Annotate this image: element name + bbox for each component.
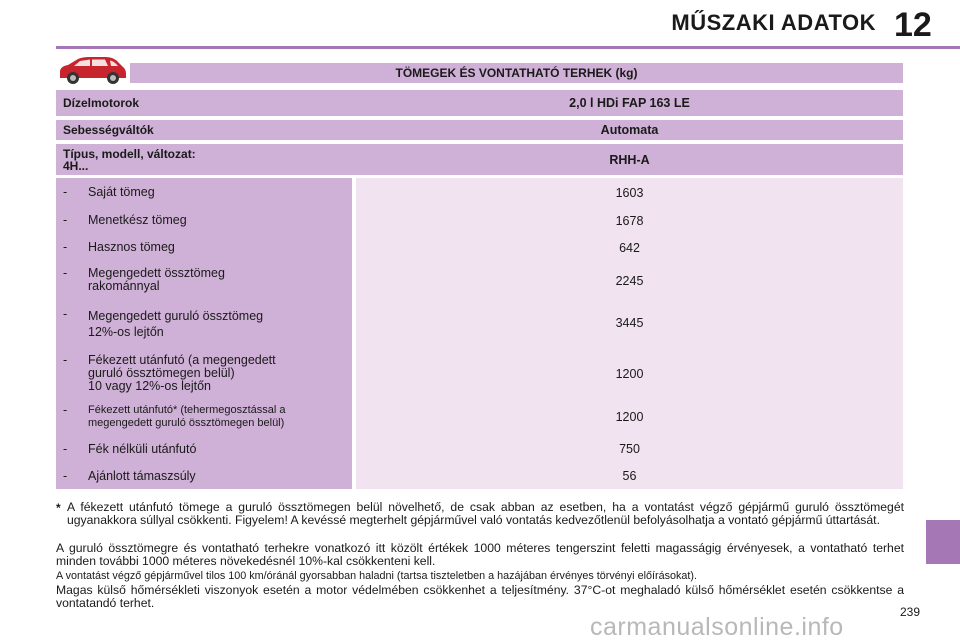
item-value: 1678 — [615, 214, 644, 228]
type-value: RHH-A — [356, 144, 903, 175]
footnote-4: Magas külső hőmérsékleti viszonyok esetén a motor védelmében csökkenhet a teljesítmény. 37°C-ot meghaladó külső hőmérséklet esetén csökkentse a vontatandó terhet. — [56, 583, 904, 610]
item-label: Fékezett utánfutó* (tehermegosztással a megengedett guruló össztömegen belül) — [88, 404, 286, 429]
footnote-asterisk: * — [56, 501, 61, 515]
type-label-line1: Típus, modell, változat: — [63, 146, 196, 161]
page-number: 239 — [900, 605, 921, 619]
item-label: Fékezett utánfutó (a megengedett guruló össztömegen belül) 10 vagy 12%-os lejtőn — [88, 353, 276, 393]
engine-label: Dízelmotorok — [56, 90, 359, 116]
header-divider — [56, 46, 960, 49]
car-icon — [56, 54, 128, 86]
chapter-side-tab — [926, 520, 960, 564]
item-value: 2245 — [615, 274, 644, 288]
table-row-gearbox — [56, 120, 903, 140]
item-label: Ajánlott támaszsúly — [88, 469, 196, 483]
gearbox-value: Automata — [356, 120, 903, 140]
item-value: 56 — [622, 469, 637, 483]
mass-data-block: - Saját tömeg 1603 - Menetkész tömeg 1678 - Hasznos tömeg 642 - Megengedett össztömeg rakománnyal 2245 - Megengedett guruló össztömeg 12%-os lejtőn 3445 - Fékezett utánfutó (a megengedett guruló össztömegen belül) 10 vagy 12%-os lejtőn 1200 - Fékezett utánfutó* (tehermegosztással a megengedett guruló össztömegen belül) 1200 - Fék nélküli utánfutó 750 - Ajánlott támaszsúly 56 — [56, 178, 903, 489]
gearbox-label: Sebességváltók — [56, 120, 359, 140]
watermark: carmanualsonline.info — [590, 613, 844, 641]
item-value: 1200 — [615, 410, 644, 424]
item-label: Hasznos tömeg — [88, 240, 175, 254]
footnote-3: A vontatást végző gépjárművel tilos 100 km/óránál gyorsabban haladni (tartsa tiszteletben a hazájában érvényes törvényi előírásokat). — [56, 570, 697, 582]
engine-value: 2,0 l HDi FAP 163 LE — [356, 90, 903, 116]
item-value: 750 — [619, 442, 640, 456]
item-value: 1603 — [615, 186, 644, 200]
footnote-2: A guruló össztömegre és vontatható terhekre vonatkozó itt közölt értékek 1000 méteres tengerszint feletti magasságig érvényesek, a vontatható terhet minden további 1000 méteres növekedésnél 10%-kal csökkenteni kell. — [56, 541, 904, 568]
chapter-number: 12 — [894, 6, 932, 44]
item-label: Fék nélküli utánfutó — [88, 442, 197, 456]
item-label: Megengedett össztömeg rakománnyal — [88, 266, 225, 293]
page-title: MŰSZAKI ADATOK — [671, 10, 876, 35]
item-value: 642 — [619, 241, 640, 255]
table-row-type — [56, 144, 903, 175]
footnote-1: A fékezett utánfutó tömege a guruló össztömegen belül növelhető, de csak abban az esetben, ha a vontatást végző gépjármű guruló össztömegét ugyanakkora súllyal csökkenti. Figyelem! A kevéssé megterhelt gépjárművel való vontatás kedvezőtlenül befolyásolhatja a vontató gépjármű úttartását. — [67, 500, 904, 527]
item-value: 3445 — [615, 316, 644, 330]
item-label: Menetkész tömeg — [88, 213, 187, 227]
item-value: 1200 — [615, 367, 644, 381]
type-label — [56, 144, 359, 175]
item-label: Megengedett guruló össztömeg 12%-os lejtőn — [88, 309, 264, 339]
table-title: TÖMEGEK ÉS VONTATHATÓ TERHEK (kg) — [130, 63, 903, 83]
table-row-engine — [56, 90, 903, 116]
type-label-line2: 4H... — [63, 158, 89, 173]
item-label: Saját tömeg — [88, 185, 155, 199]
